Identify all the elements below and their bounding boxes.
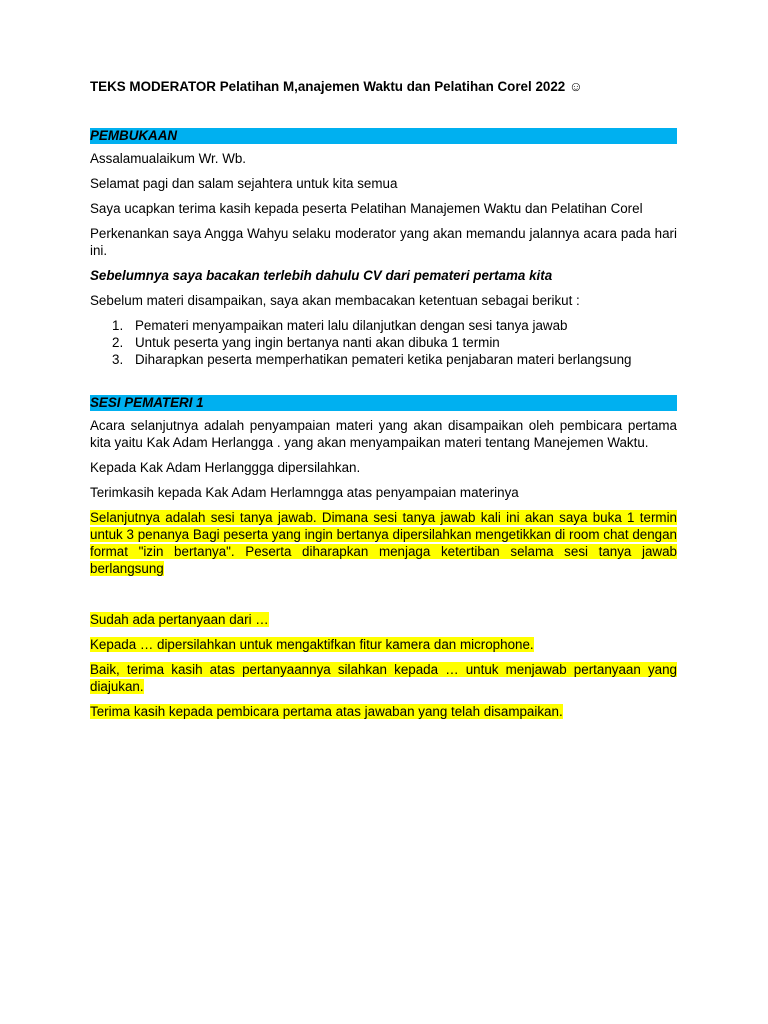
highlighted-text: Baik, terima kasih atas pertanyaannya silahkan kepada … untuk menjawab pertanyaan yang diajukan. [90,662,677,694]
list-item-text: Untuk peserta yang ingin bertanya nanti akan dibuka 1 termin [135,335,500,350]
closing-thanks-paragraph [90,703,677,720]
highlighted-text: Selanjutnya adalah sesi tanya jawab. Dimana sesi tanya jawab kali ini akan saya buka 1 termin untuk 3 penanya Bagi peserta yang ingin bertanya dipersilahkan mengetikkan di room chat dengan format "izin bertanya". Peserta diharapkan menjaga ketertiban selama sesi tanya jawab berlangsung [90,510,677,576]
list-item-number: 3. [112,352,124,367]
list-item-number: 2. [112,335,124,350]
speaker-thanks-paragraph: Terimkasih kepada Kak Adam Herlamngga atas penyampaian materinya [90,485,519,500]
rules-list [90,317,677,368]
thanks-paragraph: Saya ucapkan terima kasih kepada peserta Pelatihan Manajemen Waktu dan Pelatihan Corel [90,201,643,216]
qa-session-paragraph [90,509,677,577]
highlighted-text: Kepada … dipersilahkan untuk mengaktifkan fitur kamera dan microphone. [90,637,534,652]
document-body [90,78,677,728]
rules-intro-paragraph: Sebelum materi disampaikan, saya akan membacakan ketentuan sebagai berikut : [90,293,580,308]
greeting-paragraph: Assalamualaikum Wr. Wb. [90,151,247,166]
document-title: TEKS MODERATOR Pelatihan M,anajemen Waktu dan Pelatihan Corel 2022 ☺ [90,79,583,94]
spacer [90,585,677,611]
list-item-number: 1. [112,318,124,333]
list-item [112,334,677,351]
speaker-invite-paragraph: Kepada Kak Adam Herlanggga dipersilahkan. [90,460,361,475]
question-from-paragraph [90,611,677,628]
list-item [112,351,677,368]
section-heading-speaker-1: SESI PEMATERI 1 [90,395,677,411]
list-item [112,317,677,334]
highlighted-text: Terima kasih kepada pembicara pertama atas jawaban yang telah disampaikan. [90,704,563,719]
answer-invite-paragraph [90,661,677,695]
list-item-text: Pemateri menyampaikan materi lalu dilanjutkan dengan sesi tanya jawab [135,318,568,333]
camera-mic-paragraph [90,636,677,653]
welcome-paragraph: Selamat pagi dan salam sejahtera untuk kita semua [90,176,398,191]
speaker-intro-paragraph: Acara selanjutnya adalah penyampaian materi yang akan disampaikan oleh pembicara pertama kita yaitu Kak Adam Herlangga . yang akan menyampaikan materi tentang Manejemen Waktu. [90,418,677,450]
list-item-text: Diharapkan peserta memperhatikan pemateri ketika penjabaran materi berlangsung [135,352,632,367]
cv-reading-paragraph: Sebelumnya saya bacakan terlebih dahulu CV dari pemateri pertama kita [90,268,553,283]
section-heading-opening: PEMBUKAAN [90,128,677,144]
introduction-paragraph: Perkenankan saya Angga Wahyu selaku moderator yang akan memandu jalannya acara pada hari ini. [90,226,677,258]
highlighted-text: Sudah ada pertanyaan dari … [90,612,269,627]
